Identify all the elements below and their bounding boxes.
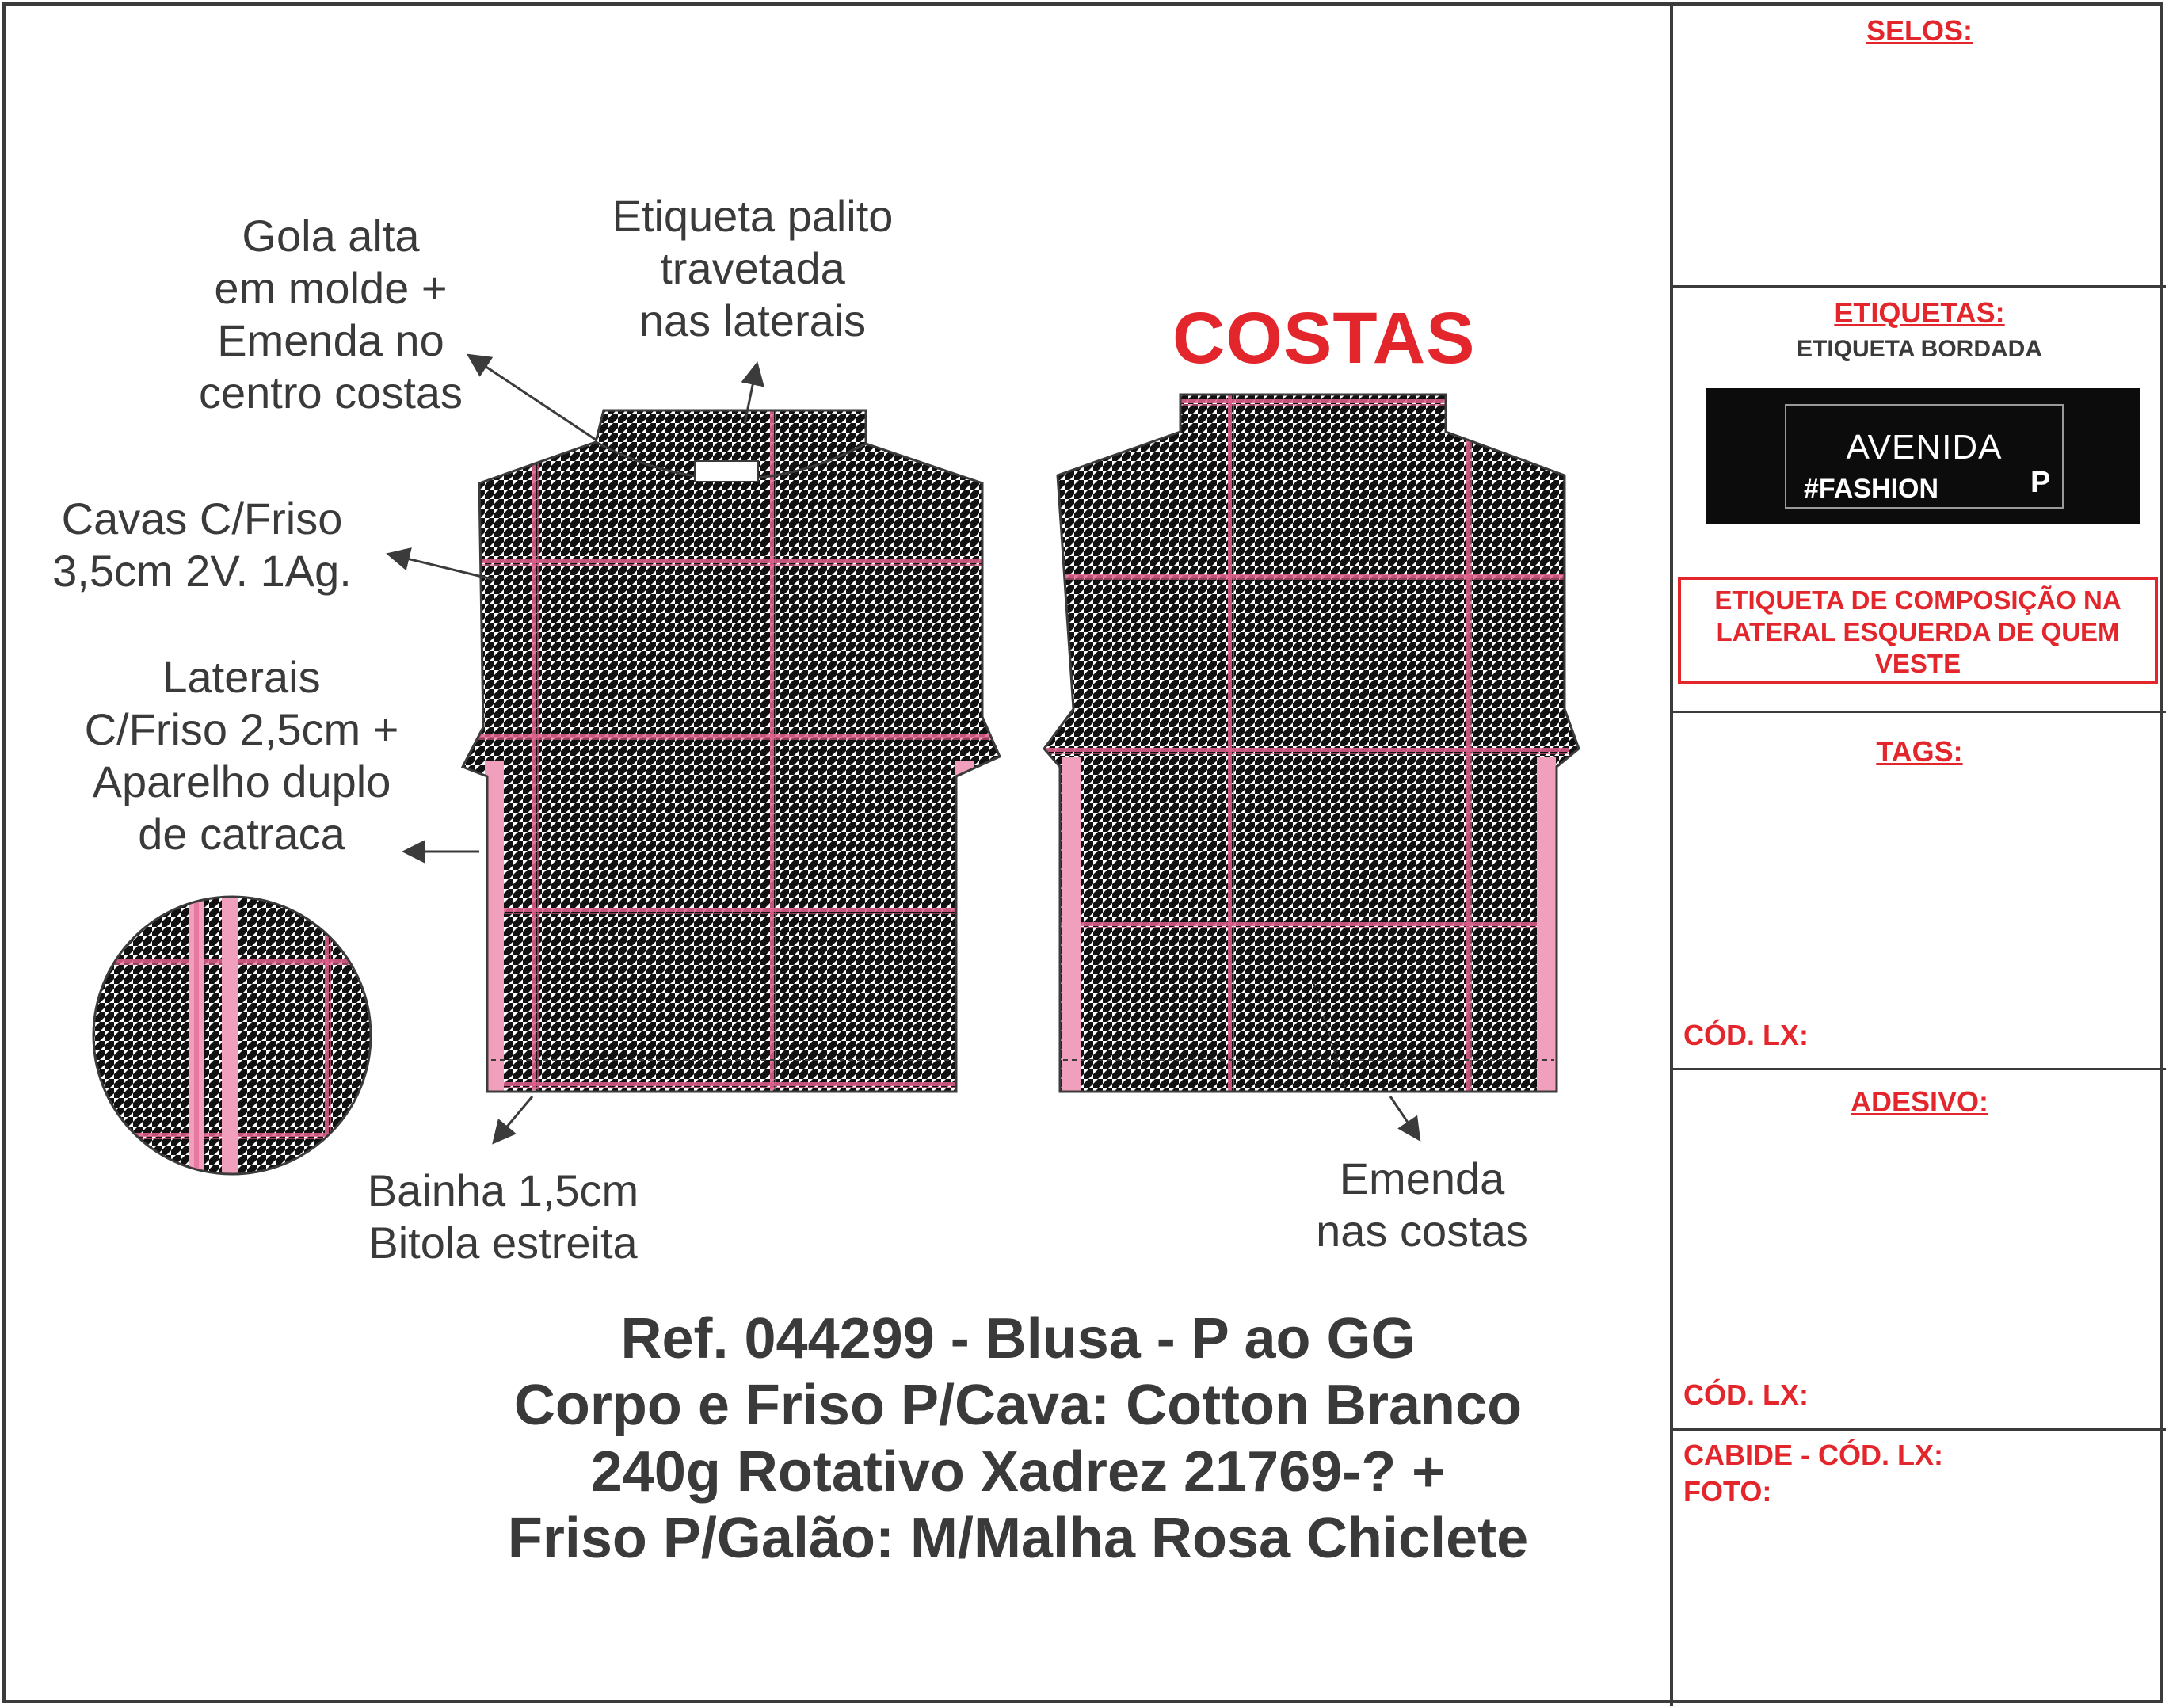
callout-bainha: Bainha 1,5cm Bitola estreita bbox=[367, 1165, 639, 1268]
product-specification: Ref. 044299 - Blusa - P ao GG Corpo e Friso P/Cava: Cotton Branco 240g Rotativo Xadrez 21769-? + Friso P/Galão: M/Malha Rosa Chiclete bbox=[507, 1307, 1529, 1570]
cabide-code-label: CABIDE - CÓD. LX: bbox=[1683, 1439, 1943, 1471]
etiqueta-type: ETIQUETA BORDADA bbox=[1797, 336, 2042, 362]
back-view-title: COSTAS bbox=[1172, 298, 1476, 379]
label-size-text: P bbox=[2030, 466, 2051, 499]
label-brand-text: AVENIDA bbox=[1846, 428, 2003, 467]
selos-heading: SELOS: bbox=[1866, 14, 1973, 47]
callout-cavas: Cavas C/Friso 3,5cm 2V. 1Ag. bbox=[52, 494, 352, 596]
callout-gola-alta: Gola alta em molde + Emenda no centro costas bbox=[198, 211, 463, 417]
etiquetas-heading: ETIQUETAS: bbox=[1834, 296, 2005, 329]
callout-emenda: Emenda nas costas bbox=[1316, 1153, 1528, 1256]
tags-heading: TAGS: bbox=[1876, 735, 1963, 768]
back-garment bbox=[1014, 388, 1592, 1104]
adesivo-code-label: CÓD. LX: bbox=[1683, 1378, 1809, 1411]
composition-label-note: ETIQUETA DE COMPOSIÇÃO NA LATERAL ESQUERDA DE QUEM VESTE bbox=[1678, 577, 2158, 684]
foto-label: FOTO: bbox=[1683, 1475, 1772, 1508]
label-sub-text: #FASHION bbox=[1804, 474, 1939, 504]
adesivo-heading: ADESIVO: bbox=[1850, 1085, 1989, 1118]
callout-laterais: Laterais C/Friso 2,5cm + Aparelho duplo de catraca bbox=[84, 652, 399, 859]
front-garment bbox=[453, 385, 1006, 1101]
side-trim-right bbox=[955, 761, 974, 1093]
palito-label bbox=[695, 461, 758, 482]
tags-code-label: CÓD. LX: bbox=[1683, 1019, 1809, 1051]
callout-etiqueta-palito: Etiqueta palito travetada nas laterais bbox=[612, 191, 894, 345]
brand-label-image bbox=[1706, 388, 2140, 524]
